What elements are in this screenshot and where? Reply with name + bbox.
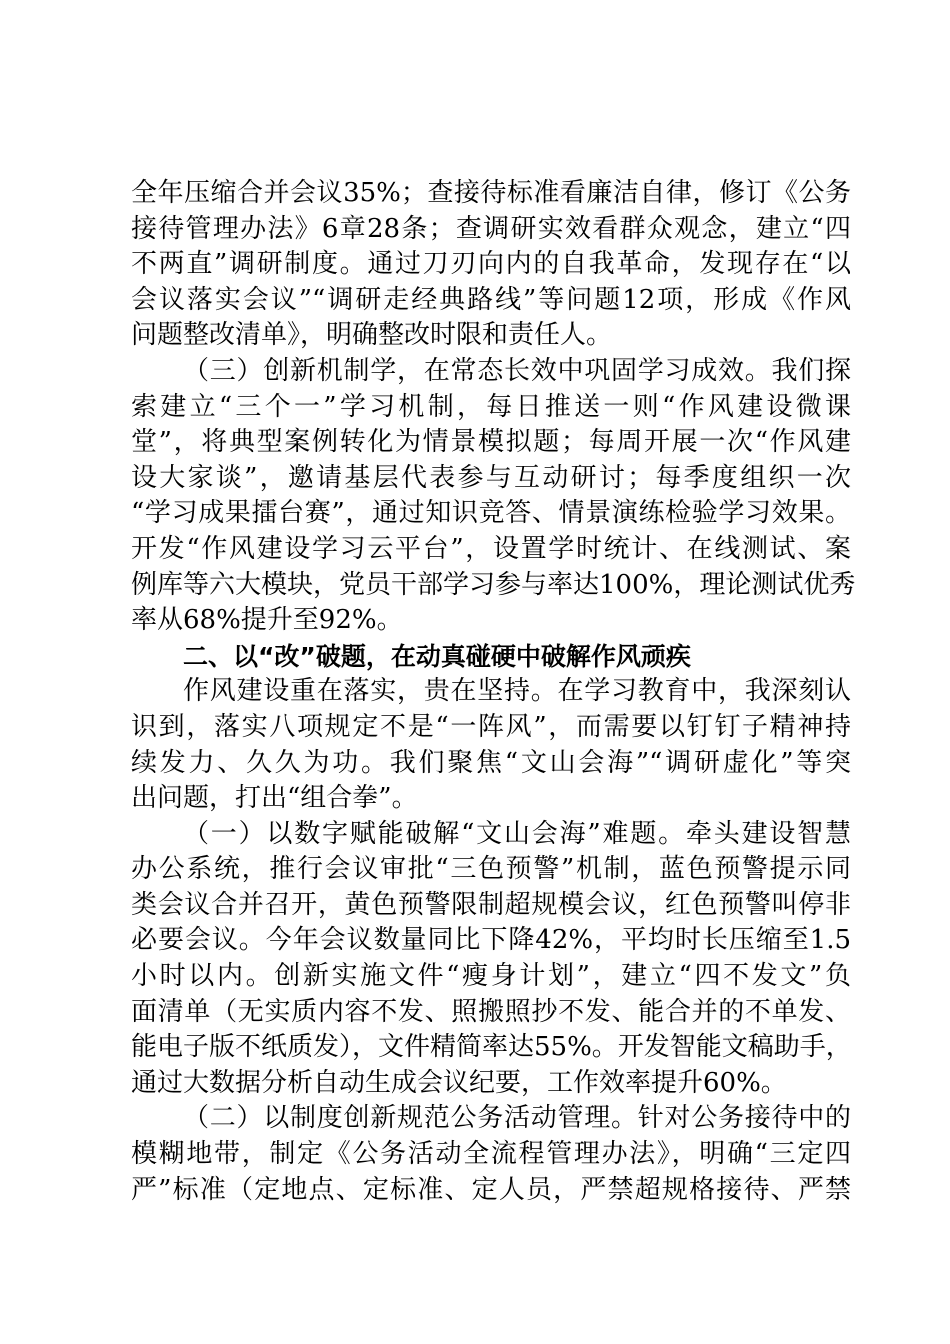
text-line: 能电子版不纸质发），文件精简率达55%。开发智能文稿助手， — [131, 1032, 852, 1063]
text-line: （三）创新机制学，在常态长效中巩固学习成效。我们探 — [183, 355, 851, 386]
section-heading: 二、以“改”破题，在动真碰硬中破解作风顽疾 — [183, 641, 691, 671]
text-line: 作风建设重在落实，贵在坚持。在学习教育中，我深刻认 — [183, 676, 851, 707]
text-line: 必要会议。今年会议数量同比下降42%，平均时长压缩至1.5 — [131, 925, 851, 956]
text-line: 会议落实会议”“调研走经典路线”等问题12项，形成《作风 — [131, 284, 851, 315]
text-line: 严”标准（定地点、定标准、定人员，严禁超规格接待、严禁 — [131, 1174, 851, 1205]
text-line: 识到，落实八项规定不是“一阵风”，而需要以钉钉子精神持 — [131, 711, 851, 742]
text-line: 例库等六大模块，党员干部学习参与率达100%，理论测试优秀 — [131, 569, 856, 600]
text-line: “学习成果擂台赛”，通过知识竞答、情景演练检验学习效果。 — [131, 498, 851, 529]
text-line: 堂”，将典型案例转化为情景模拟题；每周开展一次“作风建 — [131, 427, 851, 458]
text-line: 面清单（无实质内容不发、照搬照抄不发、能合并的不单发、 — [131, 996, 851, 1027]
text-line: 率从68%提升至92%。 — [131, 605, 403, 636]
text-line: 全年压缩合并会议35%；查接待标准看廉洁自律，修订《公务 — [131, 178, 851, 208]
text-line: 通过大数据分析自动生成会议纪要，工作效率提升60%。 — [131, 1067, 787, 1098]
text-line: 问题整改清单》，明确整改时限和责任人。 — [131, 320, 613, 351]
document-page — [131, 176, 856, 1208]
text-line: 接待管理办法》6章28条；查调研实效看群众观念，建立“四 — [131, 213, 851, 244]
text-line: 开发“作风建设学习云平台”，设置学时统计、在线测试、案 — [131, 533, 851, 564]
text-line: 模糊地带，制定《公务活动全流程管理办法》，明确“三定四 — [131, 1139, 851, 1170]
text-line: （一）以数字赋能破解“文山会海”难题。牵头建设智慧 — [183, 818, 851, 849]
text-line: 办公系统，推行会议审批“三色预警”机制，蓝色预警提示同 — [131, 854, 851, 885]
text-line: 出问题，打出“组合拳”。 — [131, 783, 418, 814]
text-line: 续发力、久久为功。我们聚焦“文山会海”“调研虚化”等突 — [131, 747, 851, 778]
text-line: （二）以制度创新规范公务活动管理。针对公务接待中的 — [183, 1103, 851, 1134]
text-line: 类会议合并召开，黄色预警限制超规模会议，红色预警叫停非 — [131, 889, 851, 920]
text-line: 索建立“三个一”学习机制，每日推送一则“作风建设微课 — [131, 391, 851, 422]
text-line: 小时以内。创新实施文件“瘦身计划”，建立“四不发文”负 — [131, 961, 851, 992]
text-line: 不两直”调研制度。通过刀刃向内的自我革命，发现存在“以 — [131, 249, 851, 280]
text-line: 设大家谈”，邀请基层代表参与互动研讨；每季度组织一次 — [131, 462, 851, 493]
